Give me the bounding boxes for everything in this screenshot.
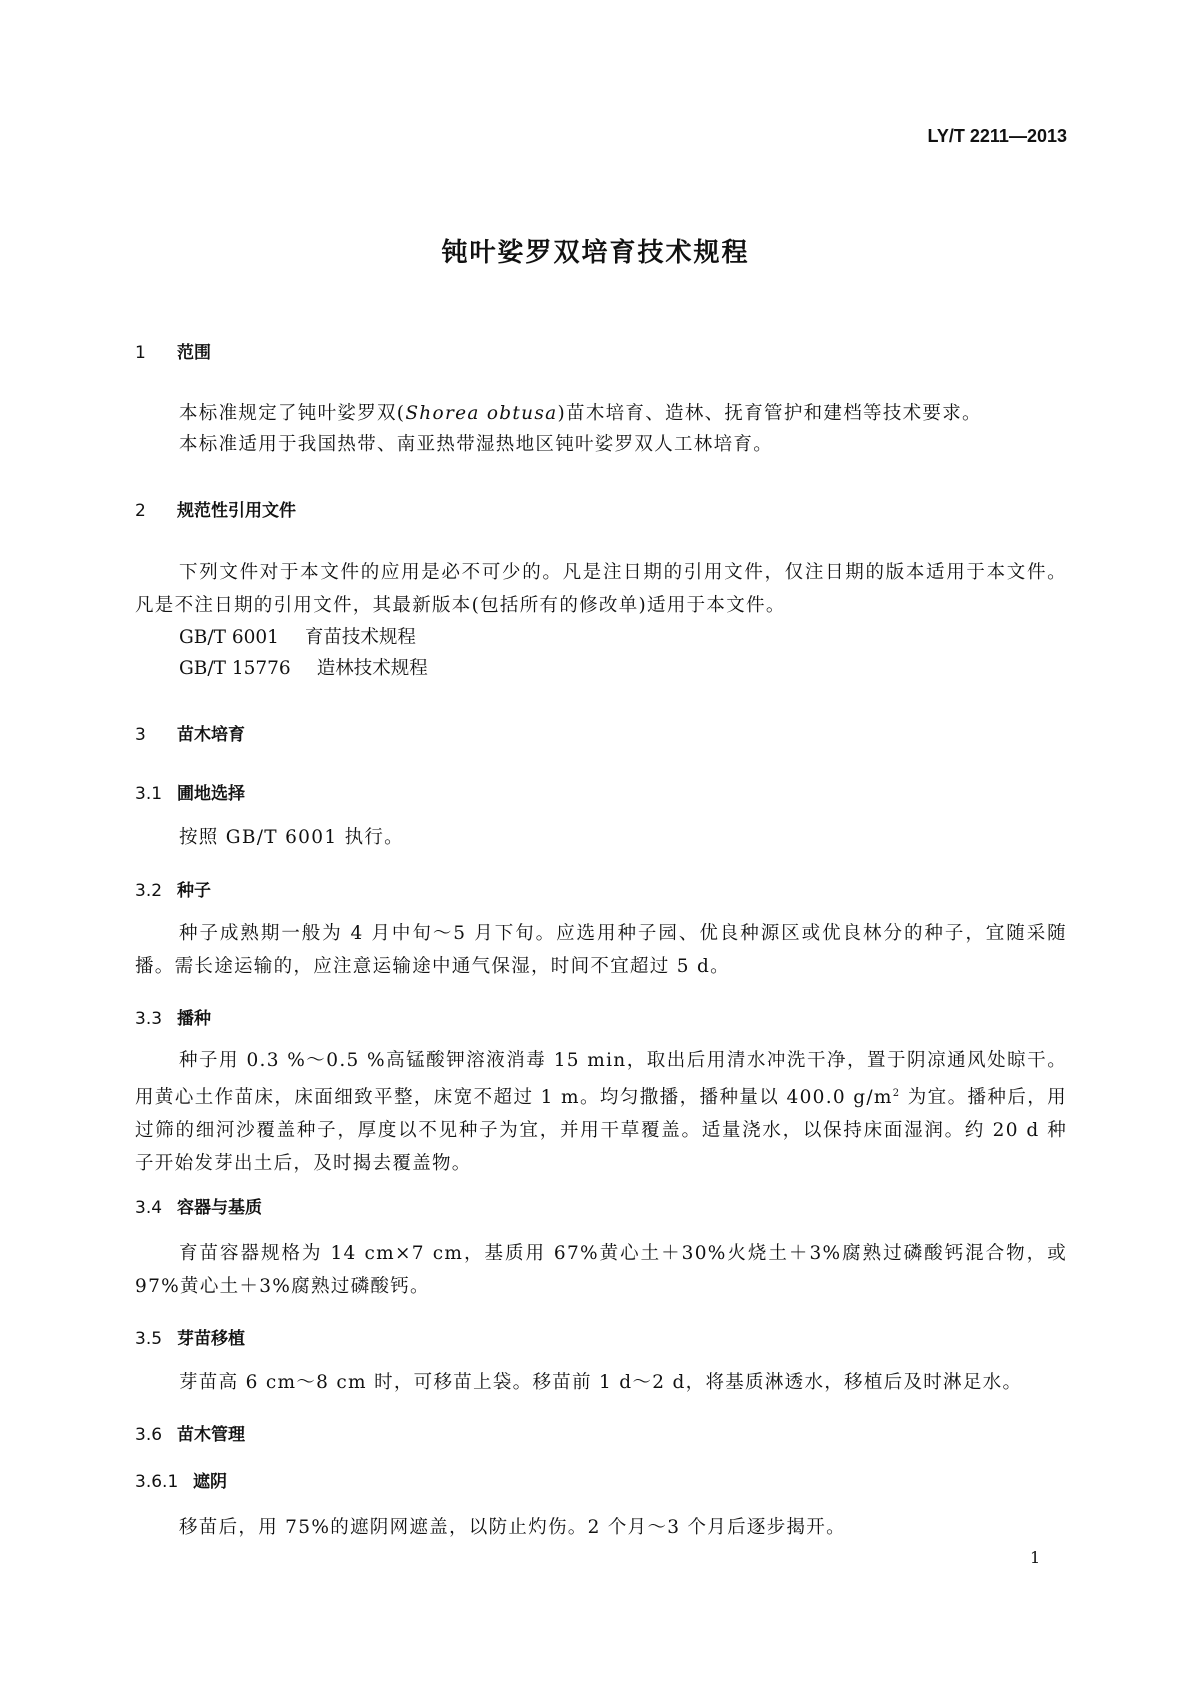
section-3-heading	[135, 720, 245, 745]
section-number: 1	[135, 343, 146, 363]
section-3-3-paragraph	[135, 1044, 1067, 1180]
section-number: 3	[135, 725, 146, 745]
standard-code: LY/T 2211—2013	[927, 126, 1067, 146]
text: 种子用 0.3 %～0.5 %高锰酸钾溶液消毒 15 min，取出后用清水冲洗干净，置于阴凉通风处晾干。用黄心土作苗床，床面细致平整，床宽不超过 1 m。均匀撒播，播种量以 400.0 g/m	[135, 1050, 1067, 1109]
section-3-6-1-heading	[135, 1467, 227, 1492]
text: )苗木培育、造林、抚育管护和建档等技术要求。	[557, 403, 982, 424]
section-title: 圃地选择	[177, 784, 245, 804]
section-number: 3.4	[135, 1198, 163, 1218]
section-3-5-heading	[135, 1324, 245, 1349]
page-number: 1	[1030, 1548, 1041, 1567]
section-1-paragraph-1	[135, 397, 1067, 430]
section-title: 芽苗移植	[177, 1329, 245, 1349]
section-title: 苗木管理	[177, 1425, 245, 1445]
section-2-paragraph: 下列文件对于本文件的应用是必不可少的。凡是注日期的引用文件，仅注日期的版本适用于本文件。凡是不注日期的引用文件，其最新版本(包括所有的修改单)适用于本文件。	[135, 562, 1067, 616]
text: 本标准规定了钝叶娑罗双(	[179, 403, 406, 424]
section-1-paragraph-2: 本标准适用于我国热带、南亚热带湿热地区钝叶娑罗双人工林培育。	[179, 434, 774, 455]
section-title: 播种	[177, 1009, 211, 1029]
section-number: 3.5	[135, 1329, 163, 1349]
section-title: 遮阴	[193, 1472, 227, 1492]
document-title: 钝叶娑罗双培育技术规程	[441, 238, 750, 268]
superscript: 2	[892, 1088, 901, 1099]
section-3-1-paragraph: 按照 GB/T 6001 执行。	[179, 827, 404, 848]
section-number: 3.6.1	[135, 1472, 179, 1492]
section-2-heading	[135, 496, 296, 521]
section-title: 规范性引用文件	[177, 501, 296, 521]
reference-name: 造林技术规程	[316, 658, 428, 679]
section-1-heading	[135, 338, 211, 363]
species-name: Shorea obtusa	[405, 403, 558, 424]
section-number: 3.1	[135, 784, 163, 804]
section-3-6-1-paragraph: 移苗后，用 75%的遮阴网遮盖，以防止灼伤。2 个月～3 个月后逐步揭开。	[179, 1517, 846, 1538]
reference-code: GB/T 15776	[179, 658, 291, 679]
section-3-4-heading	[135, 1193, 262, 1218]
text: 为宜。播种后，用过筛的细河沙覆盖种子，厚度以不见种子为宜，并用干草覆盖。适量浇水，以保持床面湿润。约 20 d 种子开始发芽出土后，及时揭去覆盖物。	[135, 1087, 1067, 1175]
section-3-5-paragraph: 芽苗高 6 cm～8 cm 时，可移苗上袋。移苗前 1 d～2 d，将基质淋透水，移植后及时淋足水。	[179, 1372, 1023, 1393]
section-3-2-paragraph: 种子成熟期一般为 4 月中旬～5 月下旬。应选用种子园、优良种源区或优良林分的种子，宜随采随播。需长途运输的，应注意运输途中通气保湿，时间不宜超过 5 d。	[135, 923, 1067, 977]
section-3-6-heading	[135, 1420, 245, 1445]
section-3-1-heading	[135, 779, 245, 804]
section-number: 3.2	[135, 881, 163, 901]
reference-code: GB/T 6001	[179, 627, 279, 648]
section-number: 3.6	[135, 1425, 163, 1445]
section-3-3-heading	[135, 1004, 211, 1029]
section-title: 苗木培育	[177, 725, 245, 745]
reference-item	[179, 652, 454, 685]
reference-item	[179, 621, 442, 654]
reference-name: 育苗技术规程	[304, 627, 416, 648]
section-number: 3.3	[135, 1009, 163, 1029]
section-number: 2	[135, 501, 146, 521]
section-3-4-paragraph: 育苗容器规格为 14 cm×7 cm，基质用 67%黄心土＋30%火烧土＋3%腐熟过磷酸钙混合物，或 97%黄心土＋3%腐熟过磷酸钙。	[135, 1243, 1067, 1297]
section-title: 容器与基质	[177, 1198, 262, 1218]
section-3-2-heading	[135, 876, 211, 901]
section-title: 范围	[177, 343, 211, 363]
section-title: 种子	[177, 881, 211, 901]
